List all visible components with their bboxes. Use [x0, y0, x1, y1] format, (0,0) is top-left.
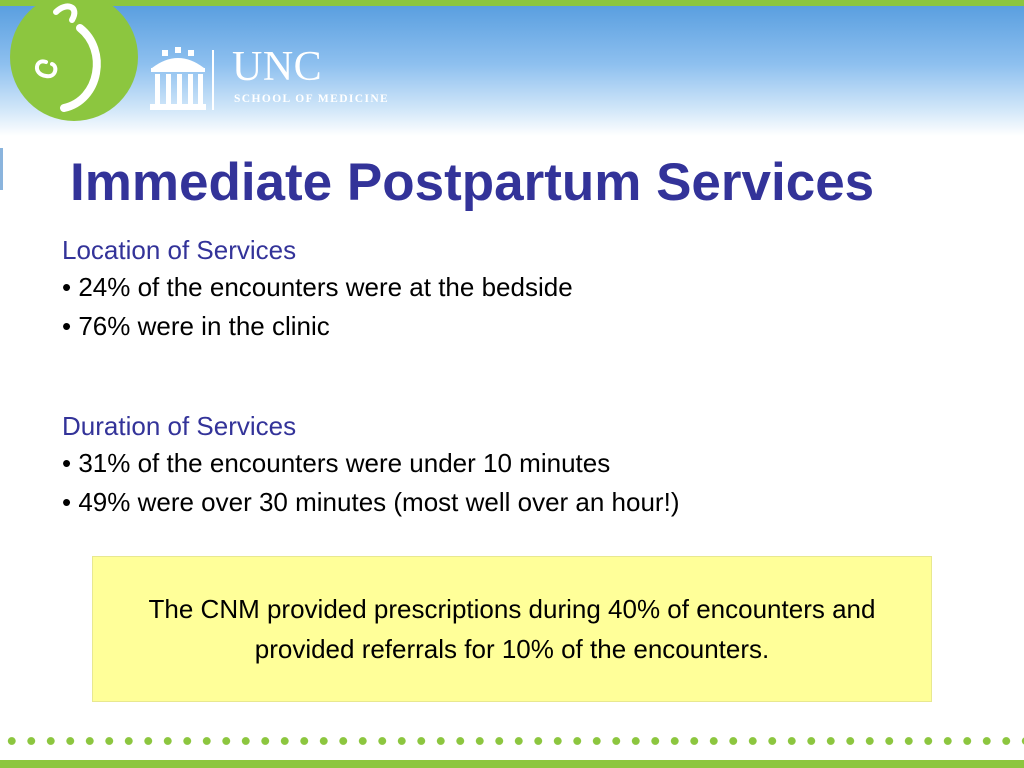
bullet-item: • 24% of the encounters were at the bedside	[62, 272, 573, 302]
slide-title: Immediate Postpartum Services	[70, 153, 875, 212]
bottom-accent-bar	[0, 760, 1024, 768]
logo-subtitle: SCHOOL OF MEDICINE	[234, 93, 390, 105]
bullet-item: • 49% were over 30 minutes (most well over an hour!)	[62, 487, 680, 517]
left-edge-marker	[0, 148, 3, 190]
duration-section	[62, 408, 982, 522]
dotted-divider	[0, 734, 1024, 748]
section-heading: Duration of Services	[62, 411, 297, 441]
old-well-icon	[148, 46, 208, 116]
swirl-emblem-icon	[0, 0, 150, 130]
location-section	[62, 232, 982, 346]
callout-box	[92, 556, 932, 702]
callout-text: The CNM provided prescriptions during 40% of encounters and provided referrals for 10% of the encounters.	[148, 594, 876, 664]
logo-divider	[212, 50, 214, 110]
bullet-item: • 31% of the encounters were under 10 minutes	[62, 448, 611, 478]
bullet-item: • 76% were in the clinic	[62, 311, 330, 341]
section-heading: Location of Services	[62, 235, 297, 265]
logo-wordmark: UNC	[232, 44, 323, 90]
